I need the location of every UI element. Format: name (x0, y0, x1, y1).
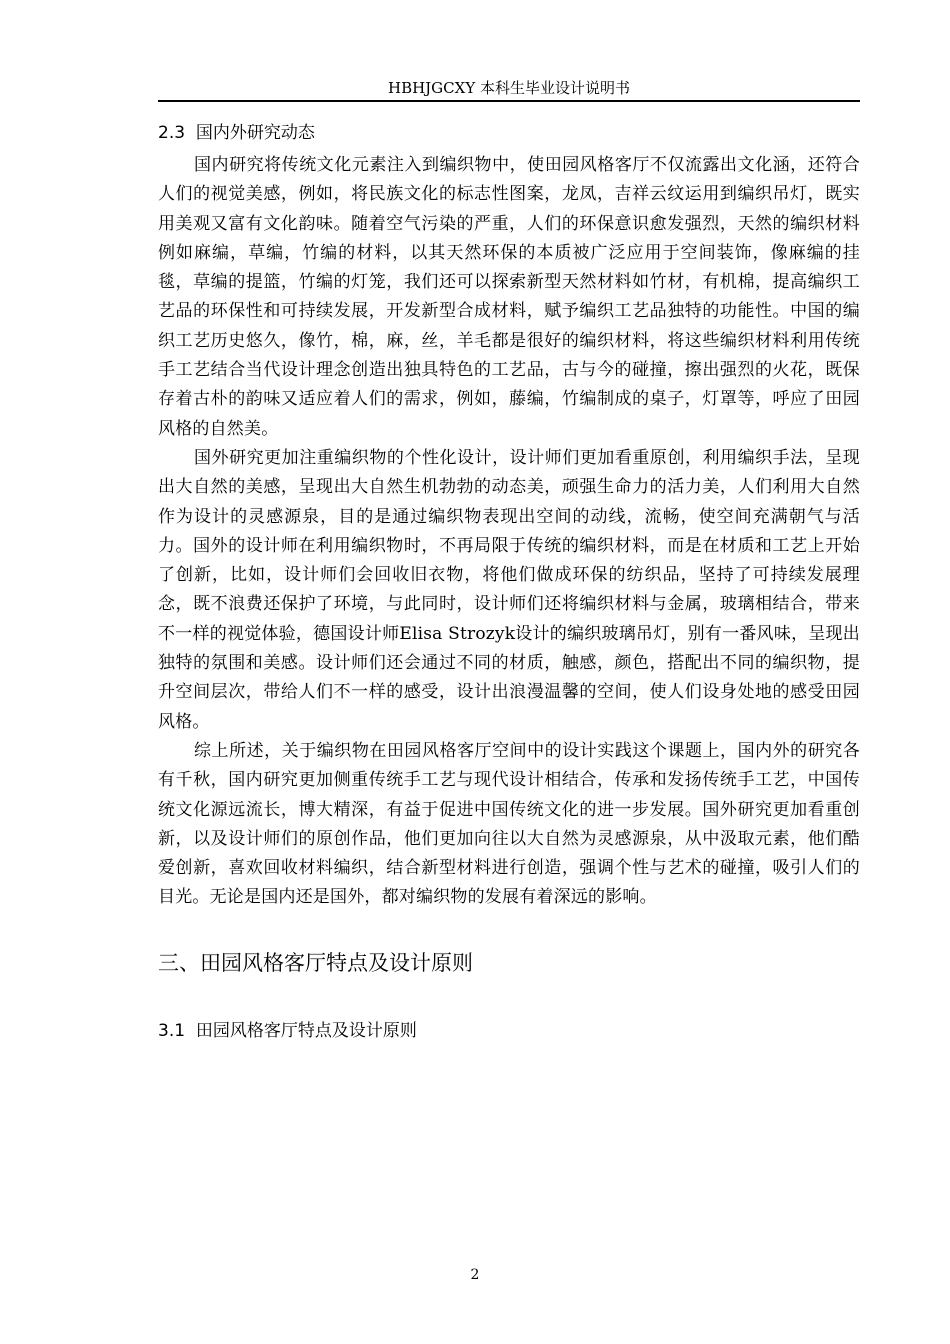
page-number: 2 (470, 1267, 480, 1283)
section-heading-3-1: 3.1 田园风格客厅特点及设计原则 (158, 1020, 417, 1041)
header-rule (158, 100, 860, 102)
paragraph-foreign-research: 国外研究更加注重编织物的个性化设计，设计师们更加看重原创，利用编织手法，呈现出大自然的美感，呈现出大自然生机勃勃的动态美，顽强生命力的活力美，人们利用大自然作为设计的灵感源泉，目的是通过编织物表现出空间的动线，流畅，使空间充满朝气与活力。国外的设计师在利用编织物时，不再局限于传统的编织材料，而是在材质和工艺上开始了创新，比如，设计师们会回收旧衣物，将他们做成环保的纺织品，坚持了可持续发展理念，既不浪费还保护了环境，与此同时，设计师们还将编织材料与金属，玻璃相结合，带来不一样的视觉体验，德国设计师Elisa Strozyk设计的编织玻璃吊灯，别有一番风味，呈现出独特的氛围和美感。设计师们还会通过不同的材质，触感，颜色，搭配出不同的编织物，提升空间层次，带给人们不一样的感受，设计出浪漫温馨的空间，使人们设身处地的感受田园风格。 (158, 447, 860, 732)
running-header: HBHJGCXY 本科生毕业设计说明书 (387, 79, 630, 97)
paragraph-summary: 综上所述，关于编织物在田园风格客厅空间中的设计实践这个课题上，国内外的研究各有千秋，国内研究更加侧重传统手工艺与现代设计相结合，传承和发扬传统手工艺，中国传统文化源远流长，博大精深，有益于促进中国传统文化的进一步发展。国外研究更加看重创新，以及设计师们的原创作品，他们更加向往以大自然为灵感源泉，从中汲取元素，他们酷爱创新，喜欢回收材料编织，结合新型材料进行创造，强调个性与艺术的碰撞，吸引人们的目光。无论是国内还是国外，都对编织物的发展有着深远的影响。 (158, 740, 860, 908)
section-heading-2-3: 2.3 国内外研究动态 (158, 123, 315, 143)
paragraph-domestic-research: 国内研究将传统文化元素注入到编织物中，使田园风格客厅不仅流露出文化涵，还符合人们的视觉美感，例如，将民族文化的标志性图案，龙凤，吉祥云纹运用到编织吊灯，既实用美观又富有文化韵味。随着空气污染的严重，人们的环保意识愈发强烈，天然的编织材料例如麻编，草编，竹编的材料，以其天然环保的本质被广泛应用于空间装饰，像麻编的挂毯，草编的提篮，竹编的灯笼，我们还可以探索新型天然材料如竹材，有机棉，提高编织工艺品的环保性和可持续发展，开发新型合成材料，赋予编织工艺品独特的功能性。中国的编织工艺历史悠久，像竹，棉，麻，丝，羊毛都是很好的编织材料，将这些编织材料利用传统手工艺结合当代设计理念创造出独具特色的工艺品，古与今的碰撞，擦出强烈的火花，既保存着古朴的韵味又适应着人们的需求，例如，藤编，竹编制成的桌子，灯罩等，呼应了田园风格的自然美。 (158, 155, 860, 439)
page-body (158, 115, 860, 1049)
chapter-heading-3: 三、田园风格客厅特点及设计原则 (158, 950, 473, 975)
